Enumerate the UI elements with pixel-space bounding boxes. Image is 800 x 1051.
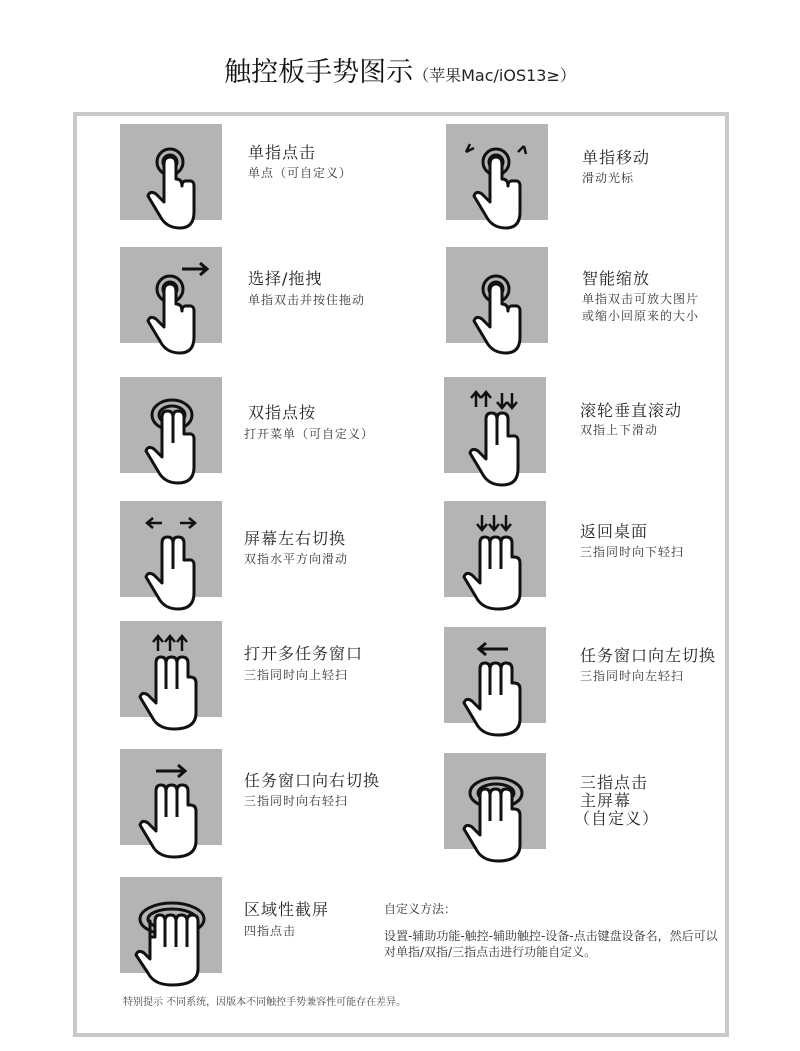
gesture-title: 滚轮垂直滚动 bbox=[580, 401, 683, 420]
gesture-desc: 单指双击可放大图片 bbox=[582, 292, 700, 306]
one-finger-tap-icon bbox=[120, 124, 222, 234]
gesture-title: 双指点按 bbox=[248, 403, 317, 422]
gesture-desc: 三指同时向左轻扫 bbox=[580, 669, 685, 683]
custom-method-text: 设置-辅助功能-触控-辅助触控-设备-点击键盘设备名，然后可以对单指/双指/三指点击进行功能自定义。 bbox=[384, 929, 718, 959]
gesture-desc: 三指同时向下轻扫 bbox=[580, 545, 685, 559]
three-finger-tap-icon bbox=[444, 753, 546, 863]
gesture-desc: 双指上下滑动 bbox=[580, 423, 659, 437]
three-finger-swipe-right-icon bbox=[120, 749, 222, 859]
four-finger-tap-icon bbox=[120, 877, 222, 987]
page-title-sub: （苹果Mac/iOS13≥） bbox=[413, 66, 576, 85]
gesture-desc: 主屏幕 bbox=[580, 791, 632, 810]
gesture-title: 选择/拖拽 bbox=[248, 269, 323, 288]
gesture-title: 智能缩放 bbox=[582, 269, 651, 288]
two-finger-scroll-icon bbox=[444, 377, 546, 487]
gesture-desc: 三指同时向右轻扫 bbox=[244, 794, 349, 808]
two-finger-swipe-icon bbox=[120, 501, 222, 611]
two-finger-tap-icon bbox=[120, 377, 222, 487]
gesture-desc: 打开菜单（可自定义） bbox=[244, 427, 375, 441]
gesture-desc: （自定义） bbox=[574, 809, 660, 828]
gesture-desc: 或缩小回原来的大小 bbox=[582, 309, 700, 323]
gesture-desc: 单指双击并按住拖动 bbox=[248, 293, 366, 307]
smart-zoom-icon bbox=[446, 247, 548, 357]
three-finger-swipe-left-icon bbox=[444, 627, 546, 737]
gesture-title: 屏幕左右切换 bbox=[244, 529, 347, 548]
page-title bbox=[0, 50, 800, 89]
gesture-desc: 四指点击 bbox=[244, 924, 297, 938]
gesture-title: 打开多任务窗口 bbox=[244, 644, 364, 663]
gesture-title: 任务窗口向右切换 bbox=[244, 771, 381, 790]
three-finger-swipe-down-icon bbox=[444, 501, 546, 611]
gesture-title: 任务窗口向左切换 bbox=[580, 646, 717, 665]
gesture-desc: 滑动光标 bbox=[582, 171, 635, 185]
one-finger-move-icon bbox=[446, 124, 548, 234]
three-finger-swipe-up-icon bbox=[120, 621, 222, 731]
gesture-desc: 单点（可自定义） bbox=[248, 166, 353, 180]
gesture-title: 单指点击 bbox=[248, 143, 317, 162]
special-note: 特别提示 不同系统，因版本不同触控手势兼容性可能存在差异。 bbox=[123, 997, 407, 1008]
gesture-title: 单指移动 bbox=[582, 148, 651, 167]
gesture-title: 返回桌面 bbox=[580, 522, 649, 541]
gesture-desc: 双指水平方向滑动 bbox=[244, 552, 349, 566]
gesture-desc: 三指同时向上轻扫 bbox=[244, 668, 349, 682]
gesture-title: 三指点击 bbox=[580, 773, 649, 792]
custom-method-title: 自定义方法： bbox=[384, 902, 457, 916]
gesture-title: 区域性截屏 bbox=[244, 900, 330, 919]
one-finger-drag-icon bbox=[120, 247, 222, 357]
page-title-main: 触控板手势图示 bbox=[224, 57, 414, 88]
